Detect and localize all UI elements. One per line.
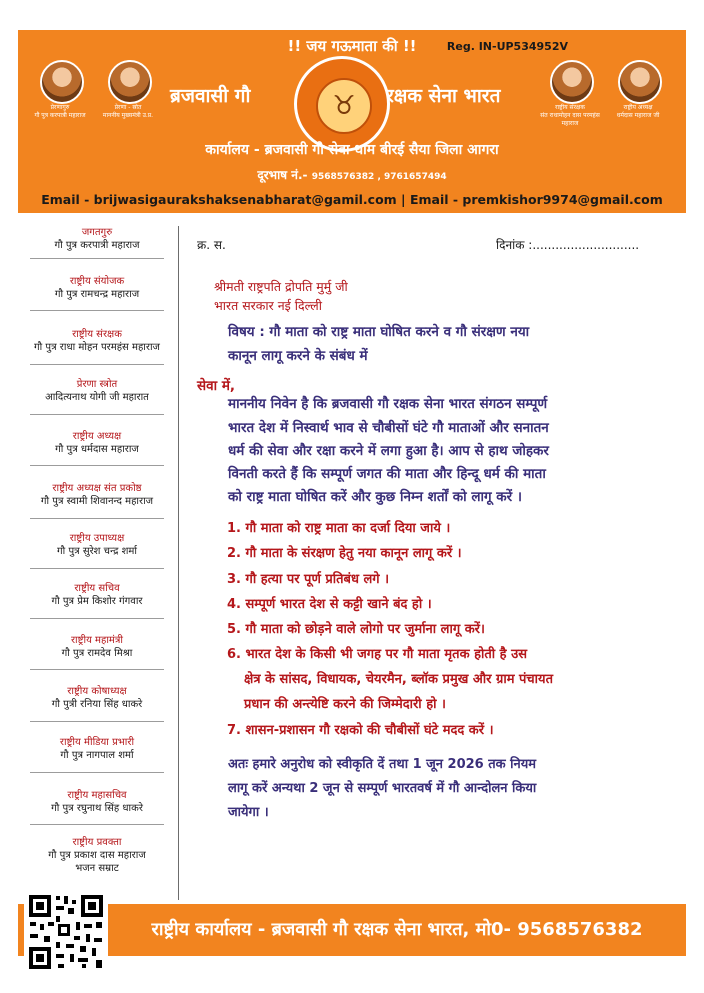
portrait-caption-name: गौ पुत्र करपात्री महाराज	[34, 112, 86, 119]
portrait-caption	[539, 104, 601, 128]
closing-line: अतः हमारे अनुरोध को स्वीकृति दें तथा 1 जून 2026 तक नियम	[228, 757, 537, 772]
intro-line: विनती करते हैं कि सम्पूर्ण जगत की माता और हिन्दू धर्म की माता	[228, 466, 546, 482]
office-address: कार्यालय - ब्रजवासी गौ सेवा धाम बीरई सैया जिला आगरा	[205, 142, 499, 158]
portrait-caption-role: राष्ट्रीय संरक्षक	[555, 104, 585, 111]
portrait-caption-role: प्रेरणागुरु	[50, 104, 70, 111]
sidebar-item-name: गौ पुत्र करपात्री महाराज	[54, 240, 140, 251]
sidebar-item	[18, 634, 176, 660]
sidebar-item-title: राष्ट्रीय संयोजक	[69, 276, 125, 287]
sidebar-item-name: गौ पुत्री रनिया सिंह धाकरे	[51, 699, 143, 710]
intro-line: को राष्ट्र माता घोषित करें और कुछ निम्न शर्तों को लागू करें ।	[228, 489, 522, 505]
cow-icon: ♉	[332, 91, 356, 121]
sidebar-item	[18, 789, 176, 815]
addressee-line: भारत सरकार नई दिल्ली	[214, 298, 322, 313]
sidebar-item	[18, 430, 176, 456]
sidebar-item	[18, 378, 176, 404]
sidebar-item-title: राष्ट्रीय प्रवक्ता	[72, 837, 122, 848]
intro-line: धर्म की सेवा और रक्षा करने में लगा हुआ है। आप से हाथ जोहकर	[228, 443, 549, 459]
sidebar-item-name: गौ पुत्र रामदेव मिश्रा	[61, 648, 133, 659]
salutation: सेवा में,	[197, 378, 236, 394]
cow-emblem-icon	[294, 56, 390, 152]
closing-line: जायेगा ।	[228, 805, 269, 820]
registration-number: Reg. IN-UP534952V	[446, 40, 568, 53]
addressee-line: श्रीमती राष्ट्रपति द्रोपति मुर्मु जी	[214, 279, 348, 294]
divider	[30, 465, 164, 466]
sidebar-item-name: गौ पुत्र नागपाल शर्मा	[60, 750, 134, 761]
portrait-icon	[40, 60, 84, 104]
portrait-caption-role: प्रेरणा - स्रोत	[114, 104, 142, 111]
slogan: !! जय गऊमाता की !!	[287, 37, 417, 55]
divider	[30, 414, 164, 415]
portrait-icon	[108, 60, 152, 104]
divider	[30, 824, 164, 825]
portrait-caption-name: धर्मदास महाराज जी	[616, 112, 660, 119]
divider	[30, 721, 164, 722]
sidebar-item-name: गौ पुत्र प्रकाश दास महाराज	[48, 850, 146, 861]
sidebar-item-name: गौ पुत्र धर्मदास महाराज	[55, 444, 139, 455]
qr-code-icon	[24, 890, 108, 974]
divider	[30, 518, 164, 519]
sidebar-item	[18, 226, 176, 252]
divider	[30, 772, 164, 773]
sidebar-item-name: गौ पुत्र स्वामी शिवानन्द महाराज	[40, 496, 154, 507]
sidebar-item-title: राष्ट्रीय अध्यक्ष	[72, 431, 122, 442]
demand-item: 4. सम्पूर्ण भारत देश से कट्टी खाने बंद हो ।	[227, 597, 432, 612]
portrait-caption	[97, 104, 159, 120]
sidebar-item	[18, 532, 176, 558]
sidebar-item-name: गौ पुत्र राधा मोहन परमहंस महाराज	[34, 342, 160, 353]
subject-line: कानून लागू करने के संबंध में	[228, 348, 368, 364]
divider	[30, 364, 164, 365]
divider	[30, 258, 164, 259]
sidebar-item-title: राष्ट्रीय मीडिया प्रभारी	[59, 737, 135, 748]
demand-item-continuation: क्षेत्र के सांसद, विधायक, चेयरमैन, ब्लॉक प्रमुख और ग्राम पंचायत	[244, 672, 553, 687]
letterhead-header	[18, 30, 686, 213]
subject-line: विषय : गौ माता को राष्ट्र माता घोषित करने व गौ संरक्षण नया	[228, 324, 530, 340]
intro-line: माननीय निवेन है कि ब्रजवासी गौ रक्षक सेना भारत संगठन सम्पूर्ण	[228, 396, 548, 412]
org-name-left: ब्रजवासी गौ	[170, 85, 251, 107]
sidebar-item-title: राष्ट्रीय कोषाध्यक्ष	[67, 686, 127, 697]
sidebar-item-title: राष्ट्रीय महासचिव	[67, 790, 127, 801]
demand-item: 5. गौ माता को छोड़ने वाले लोगो पर जुर्माना लागू करें।	[227, 622, 485, 637]
sidebar-item-title: राष्ट्रीय अध्यक्ष संत प्रकोष्ठ	[52, 483, 142, 494]
sidebar-item-title: जगतगुरु	[81, 227, 113, 238]
portrait-caption-name: संत राधामोहन दास परमहंस महाराज	[540, 112, 600, 127]
demand-item: 6. भारत देश के किसी भी जगह पर गौ माता मृतक होती है उस	[227, 647, 527, 662]
emblem-center	[316, 78, 372, 134]
footer-office-text: राष्ट्रीय कार्यालय - ब्रजवासी गौ रक्षक सेना भारत, मो0- 9568576382	[151, 919, 643, 940]
sidebar-item-name: गौ पुत्र प्रेम किशोर गंगवार	[51, 596, 143, 607]
sidebar-item-name: गौ पुत्र सुरेश चन्द्र शर्मा	[57, 546, 137, 557]
demand-item: 1. गौ माता को राष्ट्र माता का दर्जा दिया जाये ।	[227, 521, 451, 536]
intro-line: भारत देश में निस्वार्थ भाव से चौबीसों घंटे गौ माताओं और सनातन	[228, 420, 549, 436]
org-name-right: रक्षक सेना भारत	[386, 85, 501, 107]
vertical-divider	[178, 226, 179, 900]
phone-line	[18, 166, 686, 183]
demand-item: 2. गौ माता के संरक्षण हेतु नया कानून लागू करें ।	[227, 546, 462, 561]
sidebar-item-name: आदित्यनाथ योगी जी महारात	[45, 392, 149, 403]
email-line: Email - brijwasigaurakshaksenabharat@gamil.com | Email - premkishor9974@gmail.com	[41, 192, 663, 207]
qr-code-graphic	[26, 892, 106, 972]
portrait-icon	[618, 60, 662, 104]
portrait-caption	[29, 104, 91, 120]
divider	[30, 568, 164, 569]
sidebar-item	[18, 685, 176, 711]
phone-label: दूरभाष नं.-	[257, 168, 308, 182]
footer-banner	[18, 904, 686, 956]
sidebar-item-title: प्रेरणा स्त्रोत	[76, 379, 118, 390]
divider	[30, 669, 164, 670]
demand-item: 3. गौ हत्या पर पूर्ण प्रतिबंध लगे ।	[227, 572, 390, 587]
sidebar-item	[18, 482, 176, 508]
sidebar-item-subtitle: भजन सम्राट	[75, 863, 119, 874]
sidebar-item-name: गौ पुत्र रामचन्द्र महाराज	[54, 289, 140, 300]
sidebar-item	[18, 736, 176, 762]
sidebar-item	[18, 582, 176, 608]
sidebar-item	[18, 328, 176, 354]
phone-numbers: 9568576382 , 9761657494	[311, 172, 447, 182]
demand-item-continuation: प्रधान की अन्त्येष्टि करने की जिम्मेदारी हो ।	[244, 697, 446, 712]
sidebar-item	[18, 275, 176, 301]
closing-line: लागू करें अन्यथा 2 जून से सम्पूर्ण भारतवर्ष में गौ आन्दोलन किया	[228, 781, 537, 796]
portrait-caption-name: माननीय मुख्यमंत्री उ.प्र.	[102, 112, 154, 119]
reference-number-label: क्र. स.	[197, 238, 226, 252]
portrait-icon	[550, 60, 594, 104]
sidebar-item-title: राष्ट्रीय संरक्षक	[72, 329, 122, 340]
sidebar-item-name: गौ पुत्र रघुनाथ सिंह धाकरे	[51, 803, 143, 814]
sidebar-item-title: राष्ट्रीय उपाध्यक्ष	[69, 533, 125, 544]
divider	[30, 310, 164, 311]
sidebar-item	[18, 836, 176, 875]
portrait-caption-role: राष्ट्रीय अध्यक्ष	[623, 104, 653, 111]
date-label: दिनांक :............................	[496, 238, 640, 252]
sidebar-item-title: राष्ट्रीय महामंत्री	[70, 635, 124, 646]
sidebar-item-title: राष्ट्रीय सचिव	[74, 583, 120, 594]
portrait-caption	[607, 104, 669, 120]
divider	[30, 618, 164, 619]
demand-item: 7. शासन-प्रशासन गौ रक्षको की चौबीसों घंटे मदद करें ।	[227, 723, 494, 738]
